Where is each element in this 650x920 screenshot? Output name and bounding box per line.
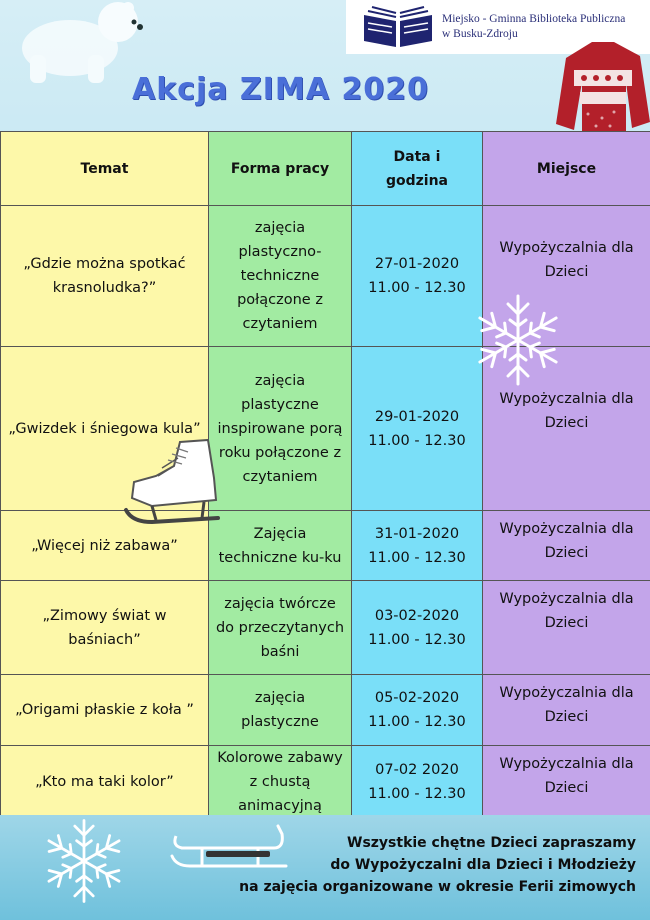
- row-place: Wypożyczalnia dla Dzieci: [483, 206, 650, 347]
- library-name-line1: Miejsko - Gminna Biblioteka Publiczna: [442, 13, 626, 25]
- row-form: Kolorowe zabawy z chustą animacyjną: [209, 746, 352, 819]
- row-form: zajęcia plastyczne inspirowane porą roku połączone z czytaniem: [209, 347, 352, 511]
- row-place: Wypożyczalnia dla Dzieci: [483, 581, 650, 675]
- footer-invitation: [166, 832, 636, 898]
- row-date: 07-02 2020 11.00 - 12.30: [352, 746, 483, 819]
- footer-line1: Wszystkie chętne Dzieci zapraszamy: [347, 835, 636, 851]
- row-date: 29-01-2020 11.00 - 12.30: [352, 347, 483, 511]
- schedule-table: [0, 131, 650, 819]
- header-topic: Temat: [1, 132, 209, 206]
- row-topic: „Zimowy świat w baśniach”: [1, 581, 209, 675]
- header-form: Forma pracy: [209, 132, 352, 206]
- table-row: [1, 581, 650, 675]
- row-topic: „Gdzie można spotkać krasnoludka?”: [1, 206, 209, 347]
- snowflake-icon: [38, 815, 130, 907]
- snowflake-icon: [468, 290, 568, 390]
- row-topic: „Origami płaskie z koła ”: [1, 675, 209, 746]
- table-row: [1, 746, 650, 819]
- row-place: Wypożyczalnia dla Dzieci: [483, 746, 650, 819]
- row-topic: „Gwizdek i śniegowa kula”: [1, 347, 209, 511]
- library-name-line2: w Busku-Zdroju: [442, 28, 518, 40]
- table-row: [1, 511, 650, 581]
- header-place: Miejsce: [483, 132, 650, 206]
- footer-line3: na zajęcia organizowane w okresie Ferii zimowych: [239, 879, 636, 895]
- ice-skate-icon: [122, 438, 222, 533]
- table-header-row: [1, 132, 650, 206]
- row-form: zajęcia plastyczne: [209, 675, 352, 746]
- row-form: zajęcia plastyczno-techniczne połączone z czytaniem: [209, 206, 352, 347]
- open-book-logo-icon: [360, 5, 436, 49]
- header-date: Data i godzina: [352, 132, 483, 206]
- row-date: 05-02-2020 11.00 - 12.30: [352, 675, 483, 746]
- row-place: Wypożyczalnia dla Dzieci: [483, 511, 650, 581]
- page-title: Akcja ZIMA 2020: [132, 72, 429, 107]
- polar-bear-icon: [0, 0, 150, 85]
- sweater-icon: [552, 34, 650, 138]
- row-date: 27-01-2020 11.00 - 12.30: [352, 206, 483, 347]
- table-row: [1, 675, 650, 746]
- row-date: 03-02-2020 11.00 - 12.30: [352, 581, 483, 675]
- row-form: zajęcia twórcze do przeczytanych baśni: [209, 581, 352, 675]
- footer-line2: do Wypożyczalni dla Dzieci i Młodzieży: [330, 857, 636, 873]
- row-place: Wypożyczalnia dla Dzieci: [483, 347, 650, 511]
- row-place: Wypożyczalnia dla Dzieci: [483, 675, 650, 746]
- row-form: Zajęcia techniczne ku-ku: [209, 511, 352, 581]
- row-topic: „Więcej niż zabawa”: [1, 511, 209, 581]
- row-topic: „Kto ma taki kolor”: [1, 746, 209, 819]
- row-date: 31-01-2020 11.00 - 12.30: [352, 511, 483, 581]
